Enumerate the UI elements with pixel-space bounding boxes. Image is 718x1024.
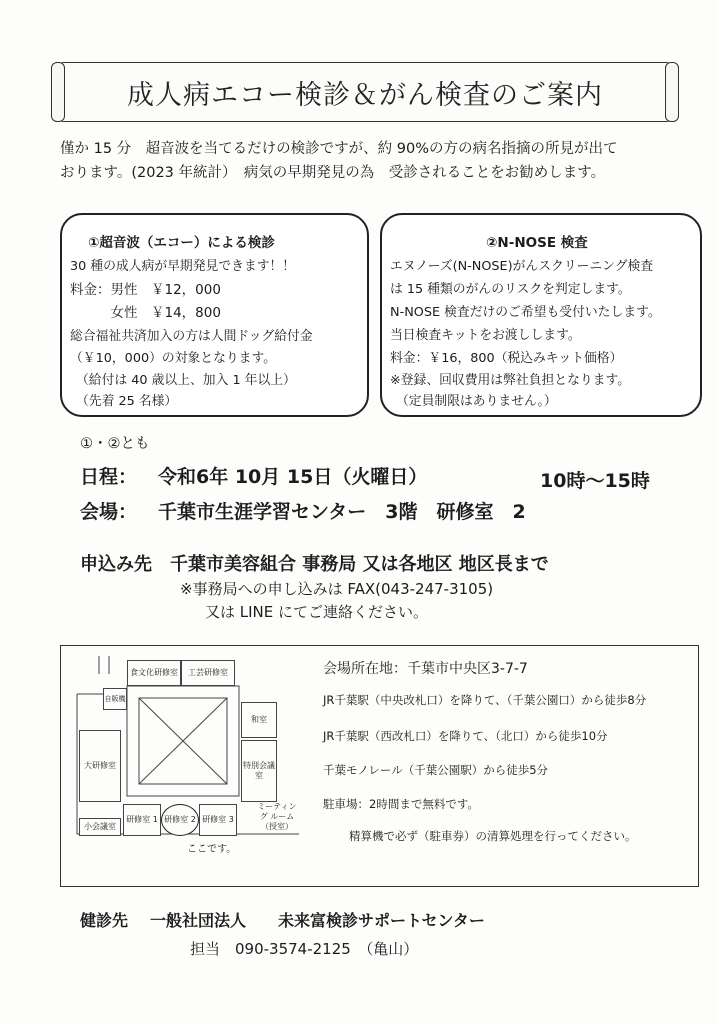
event-venue: 千葉市生涯学習センター 3階 研修室 2 xyxy=(158,501,526,523)
application-line: 又は LINE にてご連絡ください。 xyxy=(205,603,429,621)
echo-line: 総合福祉共済加入の方は人間ドッグ給付金 xyxy=(70,329,313,344)
nnose-line: 当日検査キットをお渡しします。 xyxy=(390,328,581,343)
nnose-price: 料金：￥16，800（税込みキット価格） xyxy=(390,351,623,366)
room-large-training: 大研修室 xyxy=(79,730,121,802)
nnose-line: は 15 種類のがんのリスクを判定します。 xyxy=(390,282,631,297)
vending-machine: 自販機 xyxy=(103,688,127,710)
nnose-line: ※登録、回収費用は弊社負担となります。 xyxy=(390,373,631,388)
room-food-culture: 食文化研修室 xyxy=(127,660,181,686)
nnose-line: エヌノーズ(N-NOSE)がんスクリーニング検査 xyxy=(390,259,654,274)
date-label: 日程： xyxy=(80,466,138,488)
org-label: 健診先 xyxy=(80,911,129,930)
org-name: 一般社団法人 未来富検診サポートセンター xyxy=(150,911,485,930)
application-fax: ※事務局への申し込みは FAX(043-247-3105) xyxy=(180,580,494,598)
room-training-3: 研修室 3 xyxy=(199,804,237,836)
echo-line: （￥10，000）の対象となります。 xyxy=(70,351,277,366)
event-time: 10時〜15時 xyxy=(540,470,650,492)
venue-label: 会場： xyxy=(80,501,138,523)
room-japanese: 和室 xyxy=(241,702,277,738)
echo-card-title: ①超音波（エコー）による検診 xyxy=(88,235,275,251)
application-contact: 申込み先 千葉市美容組合 事務局 又は各地区 地区長まで xyxy=(80,554,549,575)
echo-price-female: 女性 ￥14，800 xyxy=(70,305,221,321)
echo-line: 30 種の成人病が早期発見できます！！ xyxy=(70,259,296,274)
nnose-line: N-NOSE 検査だけのご希望も受付いたします。 xyxy=(390,305,661,320)
floor-map xyxy=(69,654,299,854)
both-label: ①・②とも xyxy=(80,436,150,452)
echo-line: （先着 25 名様） xyxy=(76,394,178,409)
page-title: 成人病エコー検診＆がん検査のご案内 xyxy=(127,80,603,111)
echo-line: （給付は 40 歳以上、加入 1 年以上） xyxy=(76,373,296,388)
room-training-2: 研修室 2 xyxy=(161,804,199,836)
title-banner xyxy=(60,62,670,122)
here-marker: ここです。 xyxy=(187,844,237,855)
echo-card xyxy=(60,213,369,417)
parking-info: 駐車場：2時間まで無料です。 xyxy=(323,797,479,811)
intro-line-1: 僅か 15 分 超音波を当てるだけの検診ですが、約 90%の方の病名指摘の所見が出て xyxy=(60,141,618,157)
parking-note: 精算機で必ず（駐車券）の清算処理を行ってください。 xyxy=(349,829,637,843)
access-line: JR千葉駅（中央改札口）を降りて、（千葉公園口）から徒歩8分 xyxy=(323,693,647,707)
meeting-room: ミーティング ルーム（授室） xyxy=(257,802,297,831)
room-craft: 工芸研修室 xyxy=(181,660,235,686)
room-training-1: 研修室 1 xyxy=(123,804,161,836)
nnose-line: （定員制限はありません。） xyxy=(396,394,557,409)
nnose-card xyxy=(380,213,702,417)
event-date: 令和6年 10月 15日（火曜日） xyxy=(158,466,428,488)
access-line: JR千葉駅（西改札口）を降りて、（北口）から徒歩10分 xyxy=(323,729,608,743)
contact-phone: 担当 090-3574-2125 （亀山） xyxy=(190,940,419,958)
venue-map-box xyxy=(60,645,699,887)
intro-line-2: おります。(2023 年統計） 病気の早期発見の為 受診されることをお勧めします。 xyxy=(60,165,606,181)
access-line: 千葉モノレール（千葉公園駅）から徒歩5分 xyxy=(323,763,549,777)
echo-price-male: 料金：男性 ￥12，000 xyxy=(70,282,221,298)
room-special-meeting: 特別会議室 xyxy=(241,740,277,802)
nnose-card-title: ②N-NOSE 検査 xyxy=(486,235,588,251)
room-small-meeting: 小会議室 xyxy=(79,818,121,836)
venue-address: 会場所在地：千葉市中央区3-7-7 xyxy=(323,661,528,677)
